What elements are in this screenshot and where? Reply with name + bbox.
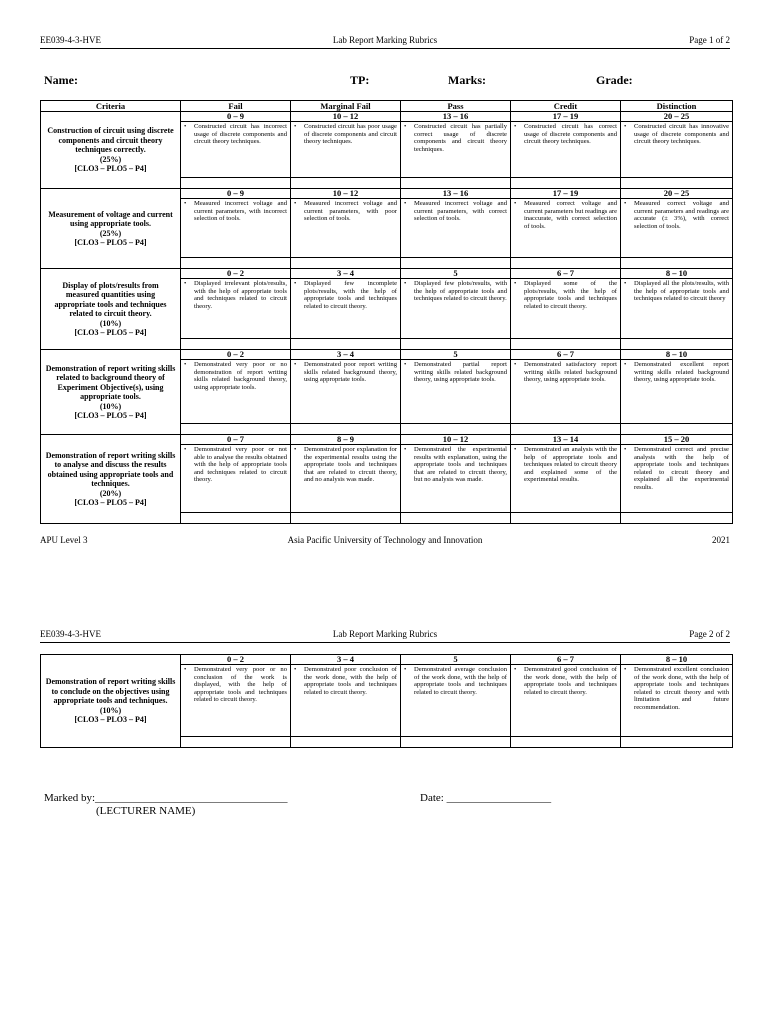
grade-description-cell — [401, 665, 511, 737]
grade-description-cell — [511, 665, 621, 737]
bullet-icon: • — [294, 361, 297, 368]
grade-description: Demonstrated poor conclusion of the work done, with the help of appropriate tools and techniques related to circuit theory. — [304, 666, 397, 696]
mark-entry-cell[interactable] — [181, 737, 291, 748]
bullet-item — [404, 123, 507, 153]
footer-level: APU Level 3 — [40, 535, 88, 545]
mark-entry-cell[interactable] — [621, 737, 733, 748]
grade-description: Demonstrated the experimental results with explanation, using the appropriate tools and techniques that are related to circuit theory, but no analysis was made. — [414, 446, 507, 484]
column-header: Criteria — [41, 101, 181, 112]
criteria-mapping: [CLO3 – PLO3 – P4] — [74, 715, 147, 725]
bullet-icon: • — [184, 200, 187, 207]
grade-description-cell — [621, 122, 733, 178]
grade-description-cell — [621, 445, 733, 513]
mark-entry-cell[interactable] — [401, 339, 511, 350]
date-line: Date: ___________________ — [420, 792, 552, 804]
bullet-item — [184, 666, 287, 704]
column-header: Marginal Fail — [291, 101, 401, 112]
mark-entry-cell[interactable] — [511, 258, 621, 269]
grade-description-cell — [291, 199, 401, 258]
grade-description-cell — [511, 279, 621, 339]
bullet-icon: • — [294, 280, 297, 287]
bullet-icon: • — [624, 123, 627, 130]
header-divider — [40, 642, 730, 643]
bullet-item — [624, 446, 729, 492]
score-range: 10 – 12 — [291, 112, 401, 122]
bullet-item — [184, 446, 287, 484]
grade-description-cell — [291, 445, 401, 513]
column-header-row — [41, 101, 733, 112]
mark-entry-cell[interactable] — [401, 513, 511, 524]
mark-entry-cell[interactable] — [181, 178, 291, 189]
mark-entry-cell[interactable] — [181, 258, 291, 269]
document-title: Lab Report Marking Rubrics — [332, 629, 438, 639]
bullet-icon: • — [404, 446, 407, 453]
grade-description: Demonstrated satisfactory report writing skills related background theory, using appropriate tools. — [524, 361, 617, 384]
grade-label: Grade: — [596, 73, 633, 87]
criteria-cell — [41, 269, 181, 350]
score-range: 3 – 4 — [291, 269, 401, 279]
grade-description-cell — [181, 665, 291, 737]
criteria-mapping: [CLO3 – PLO5 – P4] — [74, 328, 147, 337]
bullet-item — [514, 280, 617, 310]
mark-entry-cell[interactable] — [401, 424, 511, 435]
criteria-mapping: [CLO3 – PLO5 – P4] — [74, 238, 147, 247]
rubric-table-page2 — [40, 654, 733, 748]
score-range: 8 – 10 — [621, 269, 733, 279]
grade-description-cell — [181, 279, 291, 339]
score-range: 15 – 20 — [621, 435, 733, 445]
score-range-row — [41, 189, 733, 199]
score-range: 20 – 25 — [621, 112, 733, 122]
bullet-item — [624, 123, 729, 146]
grade-description: Measured incorrect voltage and current parameters, with incorrect selection of tools. — [194, 200, 287, 223]
criteria-weight: (10%) — [99, 705, 122, 715]
score-range: 5 — [401, 269, 511, 279]
mark-entry-cell[interactable] — [291, 339, 401, 350]
page-number: Page 1 of 2 — [689, 35, 730, 45]
criteria-title: Construction of circuit using discrete components and circuit theory techniques correctly. — [47, 126, 174, 155]
grade-description: Demonstrated excellent report writing skills related background theory, using appropriate tools. — [634, 361, 729, 384]
bullet-icon: • — [294, 446, 297, 453]
grade-description-cell — [401, 199, 511, 258]
bullet-item — [404, 666, 507, 696]
mark-entry-cell[interactable] — [621, 424, 733, 435]
bullet-icon: • — [184, 123, 187, 130]
bullet-item — [294, 446, 397, 484]
page-number: Page 2 of 2 — [689, 629, 730, 639]
score-range: 5 — [401, 350, 511, 360]
grade-description: Constructed circuit has correct usage of discrete components and circuit theory techniques. — [524, 123, 617, 146]
grade-description: Demonstrated good conclusion of the work done, with the help of appropriate tools and techniques related to circuit theory. — [524, 666, 617, 696]
grade-description: Displayed irrelevant plots/results, with the help of appropriate tools and techniques related to circuit theory. — [194, 280, 287, 310]
bullet-item — [404, 446, 507, 484]
score-range-row — [41, 435, 733, 445]
grade-description-cell — [401, 279, 511, 339]
grade-description: Measured incorrect voltage and current parameters, with poor selection of tools. — [304, 200, 397, 223]
bullet-item — [514, 361, 617, 384]
score-range-row — [41, 112, 733, 122]
mark-entry-cell[interactable] — [401, 178, 511, 189]
score-range: 6 – 7 — [511, 350, 621, 360]
grade-description: Demonstrated poor explanation for the experimental results using the appropriate tools and techniques that are related to circuit theory, and no analysis was made. — [304, 446, 397, 484]
criteria-weight: (25%) — [99, 154, 122, 164]
score-range: 10 – 12 — [291, 189, 401, 199]
criteria-weight: (20%) — [99, 488, 122, 498]
bullet-item — [514, 446, 617, 484]
score-range-row — [41, 655, 733, 665]
mark-entry-cell[interactable] — [291, 513, 401, 524]
grade-description: Displayed all the plots/results, with the help of appropriate tools and techniques related to circuit theory — [634, 280, 729, 303]
bullet-item — [294, 200, 397, 223]
column-header: Fail — [181, 101, 291, 112]
score-range: 0 – 2 — [181, 269, 291, 279]
mark-entry-cell[interactable] — [621, 178, 733, 189]
grade-description: Demonstrated poor report writing skills related background theory, using appropriate tools. — [304, 361, 397, 384]
grade-description-cell — [291, 360, 401, 424]
grade-description-cell — [511, 445, 621, 513]
mark-entry-cell[interactable] — [621, 339, 733, 350]
criteria-title: Demonstration of report writing skills to conclude on the objectives using appropriate tools and techniques. — [45, 677, 176, 706]
grade-description-cell — [181, 445, 291, 513]
grade-description-cell — [621, 199, 733, 258]
bullet-icon: • — [624, 666, 627, 673]
bullet-icon: • — [404, 200, 407, 207]
mark-entry-cell[interactable] — [401, 737, 511, 748]
course-code: EE039-4-3-HVE — [40, 35, 101, 45]
score-range-row — [41, 350, 733, 360]
document-title: Lab Report Marking Rubrics — [332, 35, 438, 45]
score-range: 8 – 10 — [621, 655, 733, 665]
criteria-mapping: [CLO3 – PLO5 – P4] — [74, 411, 147, 420]
mark-entry-cell[interactable] — [621, 258, 733, 269]
criteria-title: Display of plots/results from measured quantities using appropriate tools and techniques related to circuit theory. — [54, 280, 167, 318]
bullet-item — [184, 123, 287, 146]
score-range: 6 – 7 — [511, 655, 621, 665]
bullet-item — [294, 123, 397, 146]
grade-description-cell — [511, 199, 621, 258]
mark-entry-cell[interactable] — [511, 513, 621, 524]
grade-description: Constructed circuit has poor usage of discrete components and circuit theory techniques. — [304, 123, 397, 146]
bullet-icon: • — [514, 666, 517, 673]
criteria-mapping: [CLO3 – PLO5 – P4] — [74, 164, 147, 174]
grade-description: Measured correct voltage and current parameters and readings are accurate (± 3%), with correct selection of tools. — [634, 200, 729, 230]
grade-description-cell — [401, 122, 511, 178]
score-range: 0 – 9 — [181, 189, 291, 199]
score-range: 0 – 2 — [181, 655, 291, 665]
grade-description-cell — [511, 122, 621, 178]
score-range: 13 – 16 — [401, 112, 511, 122]
bullet-item — [624, 666, 729, 712]
grade-description: Constructed circuit has innovative usage of discrete components and circuit theory techniques. — [634, 123, 729, 146]
score-range: 8 – 9 — [291, 435, 401, 445]
bullet-item — [514, 666, 617, 696]
grade-description: Demonstrated very poor or not able to analyse the results obtained with the help of appropriate tools and techniques related to circuit theory. — [194, 446, 287, 484]
bullet-icon: • — [624, 280, 627, 287]
bullet-item — [404, 361, 507, 384]
bullet-icon: • — [624, 200, 627, 207]
grade-description: Demonstrated very poor or no demonstration of report writing skills related background theory, using appropriate tools. — [194, 361, 287, 391]
grade-description-cell — [291, 279, 401, 339]
grade-description: Displayed few incomplete plots/results, with the help of appropriate tools and techniques related to circuit theory. — [304, 280, 397, 310]
mark-entry-cell[interactable] — [511, 737, 621, 748]
grade-description-cell — [181, 360, 291, 424]
grade-description: Demonstrated correct and precise analysis with the help of appropriate tools and techniques related to circuit theory and explained all the experimental results. — [634, 446, 729, 491]
grade-description: Displayed few plots/results, with the help of appropriate tools and techniques related to circuit theory. — [414, 280, 507, 303]
grade-description: Displayed some of the plots/results, with the help of appropriate tools and techniques related to circuit theory. — [524, 280, 617, 310]
score-range: 3 – 4 — [291, 655, 401, 665]
criteria-title: Demonstration of report writing skills related to background theory of Experiment Objective(s), using appropriate tools. — [45, 363, 176, 401]
grade-description: Demonstrated average conclusion of the work done, with the help of appropriate tools and techniques related to circuit theory. — [414, 666, 507, 696]
bullet-item — [294, 361, 397, 384]
bullet-icon: • — [624, 446, 627, 453]
score-range: 13 – 14 — [511, 435, 621, 445]
bullet-icon: • — [514, 446, 517, 453]
column-header: Distinction — [621, 101, 733, 112]
grade-description: Measured incorrect voltage and current parameters, with correct selection of tools. — [414, 200, 507, 223]
bullet-icon: • — [184, 446, 187, 453]
bullet-icon: • — [514, 361, 517, 368]
bullet-icon: • — [624, 361, 627, 368]
mark-entry-cell[interactable] — [511, 424, 621, 435]
bullet-item — [624, 361, 729, 384]
mark-entry-cell[interactable] — [401, 258, 511, 269]
mark-entry-cell[interactable] — [181, 339, 291, 350]
criteria-weight: (25%) — [99, 228, 122, 238]
bullet-item — [514, 123, 617, 146]
mark-entry-cell[interactable] — [181, 424, 291, 435]
score-range: 8 – 10 — [621, 350, 733, 360]
bullet-item — [294, 666, 397, 696]
header-divider — [40, 48, 730, 49]
grade-description-cell — [181, 199, 291, 258]
mark-entry-cell[interactable] — [291, 178, 401, 189]
mark-entry-cell[interactable] — [291, 737, 401, 748]
bullet-item — [624, 200, 729, 230]
mark-entry-cell[interactable] — [291, 258, 401, 269]
mark-entry-cell[interactable] — [621, 513, 733, 524]
criteria-title: Measurement of voltage and current using appropriate tools. — [48, 209, 173, 228]
grade-description-cell — [401, 360, 511, 424]
criteria-title: Demonstration of report writing skills to analyse and discuss the results obtained using appropriate tools and techniques. — [45, 450, 176, 488]
criteria-cell — [41, 435, 181, 524]
rubric-table-page1 — [40, 100, 733, 524]
bullet-item — [184, 280, 287, 310]
bullet-item — [294, 280, 397, 310]
grade-description-cell — [291, 122, 401, 178]
criteria-cell — [41, 655, 181, 748]
score-range: 20 – 25 — [621, 189, 733, 199]
mark-entry-cell[interactable] — [291, 424, 401, 435]
bullet-item — [624, 280, 729, 303]
lecturer-name-label: (LECTURER NAME) — [96, 805, 196, 817]
criteria-weight: (10%) — [99, 401, 122, 411]
footer-institution: Asia Pacific University of Technology and Innovation — [287, 535, 483, 545]
grade-description-cell — [511, 360, 621, 424]
mark-entry-cell[interactable] — [511, 178, 621, 189]
marked-by-line: Marked by:___________________________________ — [44, 792, 288, 804]
marks-label: Marks: — [448, 73, 486, 87]
grade-description: Demonstrated very poor or no conclusion of the work is displayed, with the help of appropriate tools and techniques related to circuit theory. — [194, 666, 287, 704]
bullet-icon: • — [404, 666, 407, 673]
score-range: 0 – 9 — [181, 112, 291, 122]
criteria-cell — [41, 189, 181, 269]
bullet-icon: • — [184, 361, 187, 368]
criteria-cell — [41, 112, 181, 189]
bullet-icon: • — [294, 123, 297, 130]
bullet-icon: • — [184, 666, 187, 673]
course-code: EE039-4-3-HVE — [40, 629, 101, 639]
grade-description-cell — [621, 360, 733, 424]
column-header: Credit — [511, 101, 621, 112]
score-range: 17 – 19 — [511, 189, 621, 199]
bullet-item — [514, 200, 617, 230]
column-header: Pass — [401, 101, 511, 112]
grade-description: Demonstrated an analysis with the help of appropriate tools and techniques related to circuit theory and explained some of the experimental results. — [524, 446, 617, 484]
mark-entry-cell[interactable] — [511, 339, 621, 350]
bullet-icon: • — [294, 200, 297, 207]
grade-description: Constructed circuit has incorrect usage of discrete components and circuit theory techniques. — [194, 123, 287, 146]
footer-year: 2021 — [712, 535, 730, 545]
grade-description-cell — [291, 665, 401, 737]
mark-entry-cell[interactable] — [181, 513, 291, 524]
score-range: 0 – 2 — [181, 350, 291, 360]
student-info — [40, 73, 730, 89]
score-range: 13 – 16 — [401, 189, 511, 199]
bullet-item — [404, 200, 507, 223]
grade-description: Demonstrated excellent conclusion of the work done, with the help of appropriate tools and techniques related to circuit theory and with limitation and future recommendation. — [634, 666, 729, 711]
tp-label: TP: — [350, 73, 370, 87]
grade-description-cell — [621, 665, 733, 737]
bullet-icon: • — [294, 666, 297, 673]
bullet-item — [404, 280, 507, 303]
bullet-icon: • — [404, 280, 407, 287]
score-range: 10 – 12 — [401, 435, 511, 445]
score-range-row — [41, 269, 733, 279]
bullet-icon: • — [404, 123, 407, 130]
grade-description: Measured correct voltage and current parameters but readings are inaccurate, with correct selection of tools. — [524, 200, 617, 230]
bullet-icon: • — [514, 280, 517, 287]
score-range: 17 – 19 — [511, 112, 621, 122]
criteria-cell — [41, 350, 181, 435]
bullet-icon: • — [184, 280, 187, 287]
name-label: Name: — [44, 73, 78, 87]
score-range: 6 – 7 — [511, 269, 621, 279]
score-range: 0 – 7 — [181, 435, 291, 445]
bullet-icon: • — [514, 123, 517, 130]
bullet-icon: • — [514, 200, 517, 207]
score-range: 5 — [401, 655, 511, 665]
criteria-mapping: [CLO3 – PLO5 – P4] — [74, 498, 147, 507]
bullet-item — [184, 361, 287, 391]
bullet-item — [184, 200, 287, 223]
criteria-weight: (10%) — [99, 318, 122, 328]
grade-description: Constructed circuit has partially correct usage of discrete components and circuit theory techniques. — [414, 123, 507, 153]
grade-description-cell — [621, 279, 733, 339]
grade-description-cell — [401, 445, 511, 513]
score-range: 3 – 4 — [291, 350, 401, 360]
grade-description-cell — [181, 122, 291, 178]
bullet-icon: • — [404, 361, 407, 368]
grade-description: Demonstrated partial report writing skills related background theory, using appropriate tools. — [414, 361, 507, 384]
